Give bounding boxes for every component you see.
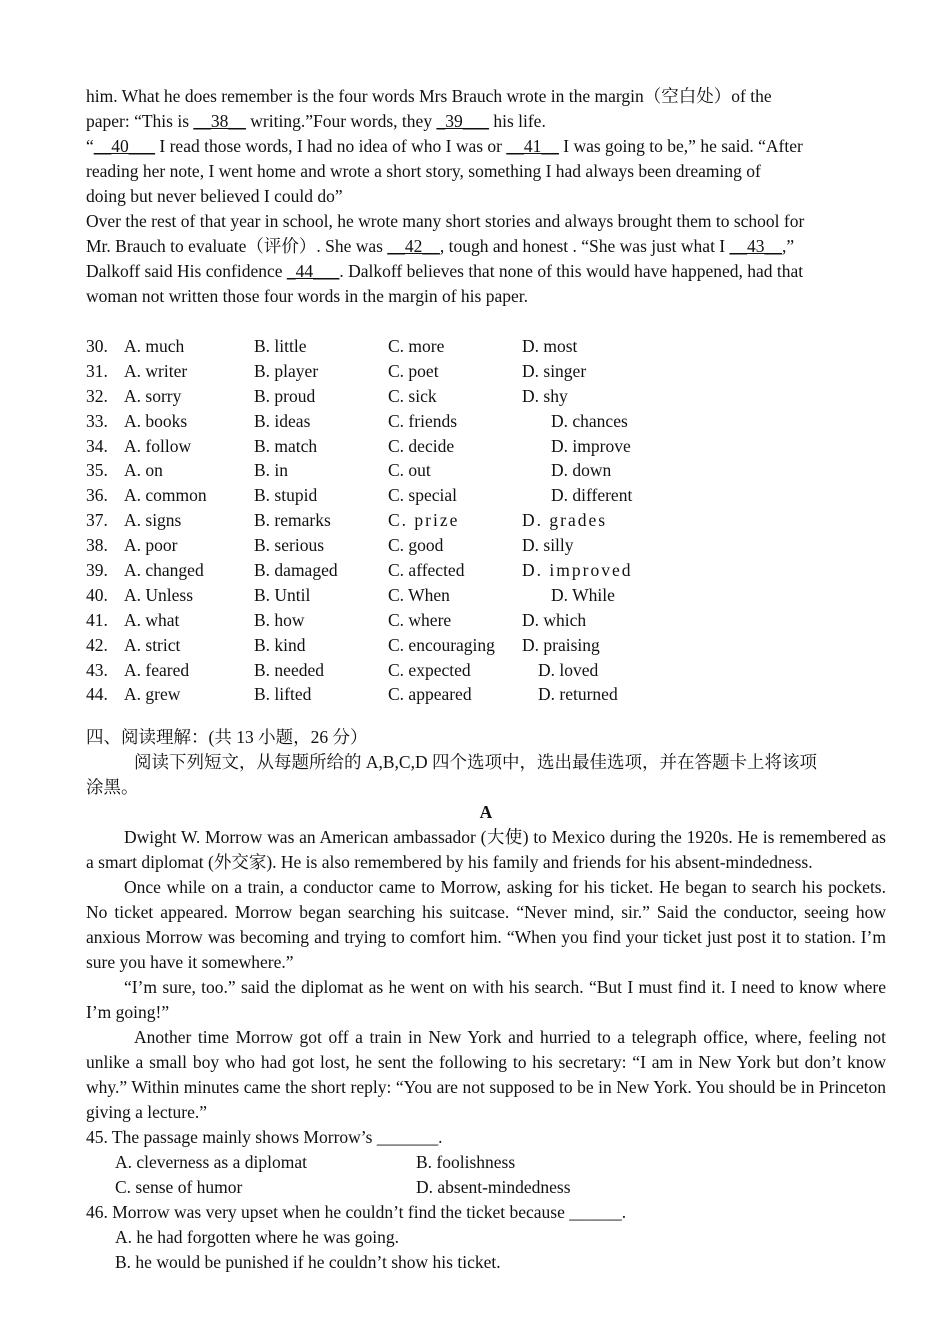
blank-41: __41__ [506,136,559,156]
cloze-options [86,334,886,707]
question-number: 38. [86,535,108,556]
question-45 [86,1125,886,1200]
section-title: 四、阅读理解：(共 13 小题，26 分） [86,727,368,748]
option-d[interactable]: D. improve [551,435,631,456]
option-a[interactable]: A. feared [124,659,190,680]
passage-line: Over the rest of that year in school, he wrote many short stories and always brought them to school for [86,211,805,231]
question-number: 30. [86,336,108,356]
passage-text: . Dalkoff believes that none of this would have happened, had that [339,261,804,281]
paragraph: “I’m sure, too.” said the diplomat as he went on with his search. “But I must find it. I need to know where I’m going!” [86,977,886,1023]
blank-43: __43__ [729,236,783,256]
option-a[interactable]: A. signs [124,510,182,531]
option-b[interactable]: B. player [254,360,319,381]
option-d[interactable]: D. praising [522,634,600,655]
option-a[interactable]: A. Unless [124,584,194,605]
option-d[interactable]: D. shy [522,385,568,406]
option-row [86,658,886,683]
passage-line: woman not written those four words in the margin of his paper. [86,286,528,306]
question-number: 31. [86,360,108,381]
option-row [86,608,886,633]
option-a[interactable]: A. cleverness as a diplomat [115,1152,307,1173]
passage-line [86,134,886,159]
option-c[interactable]: C. more [388,336,445,356]
question-number: 41. [86,609,108,630]
option-b[interactable]: B. he would be punished if he couldn’t show his ticket. [115,1252,501,1273]
option-a[interactable]: A. follow [124,435,192,456]
question-number: 37. [86,510,108,531]
passage-line [86,259,886,284]
option-d[interactable]: D. silly [522,535,574,556]
option-c[interactable]: C. encouraging [388,634,495,655]
option-row [86,483,886,508]
option-b[interactable]: B. lifted [254,684,312,705]
passage-text: “ [86,136,94,156]
option-c[interactable]: C. friends [388,410,458,431]
question-number: 39. [86,560,108,581]
option-row [86,384,886,409]
option-d[interactable]: D. loved [538,659,599,680]
passage-line [86,109,886,134]
option-c[interactable]: C. poet [388,360,439,381]
option-row [86,508,886,533]
blank-38: __38__ [193,111,246,131]
paragraph: Dwight W. Morrow was an American ambassador (大使) to Mexico during the 1920s. He is remembered as a smart diplomat (外交家). He is also remembered by his family and friends for his absent-mindedness. [86,827,886,873]
option-row [86,334,886,359]
option-b[interactable]: B. ideas [254,410,311,431]
option-a[interactable]: A. what [124,609,180,630]
passage-label: A [479,802,493,823]
answer-row [86,1175,886,1200]
passage-text: writing.”Four words, they [245,111,437,131]
option-a[interactable]: A. he had forgotten where he was going. [115,1227,399,1248]
option-row [86,533,886,558]
passage-text: I read those words, I had no idea of who I was or [155,136,507,156]
option-b[interactable]: B. stupid [254,485,318,506]
question-number: 36. [86,485,108,506]
option-row [86,583,886,608]
question-number: 34. [86,435,108,456]
option-b[interactable]: B. little [254,336,307,356]
passage-text: paper: “This is [86,111,194,131]
option-c[interactable]: C. out [388,460,431,481]
option-row [86,359,886,384]
option-b[interactable]: B. in [254,460,289,481]
option-c[interactable]: C. When [388,584,450,605]
option-c[interactable]: C. where [388,609,452,630]
option-b[interactable]: B. kind [254,634,306,655]
passage-text: ,” [782,236,795,256]
option-row [86,409,886,434]
question-stem: 45. The passage mainly shows Morrow’s _______. [86,1127,443,1148]
option-d[interactable]: D. While [551,584,615,605]
option-a[interactable]: A. sorry [124,385,182,406]
option-d[interactable]: D. which [522,609,587,630]
option-row [86,558,886,583]
option-row [86,633,886,658]
option-b[interactable]: B. remarks [254,510,331,531]
question-number: 35. [86,460,108,481]
option-a[interactable]: A. strict [124,634,181,655]
option-c[interactable]: C. decide [388,435,455,456]
passage-text: , tough and honest . “She was just what I [439,236,730,256]
paragraph: Another time Morrow got off a train in New York and hurried to a telegraph office, where, feeling not unlike a small boy who had got lost, he sent the following to his secretary: “I am in New York but don’t know why.” Within minutes came the short reply: “You are not supposed to be in New York. You should be in Princeton giving a lecture.” [86,1027,886,1123]
option-c[interactable]: C. appeared [388,684,472,705]
blank-42: __42__ [387,236,440,256]
option-a[interactable]: A. on [124,460,163,481]
option-a[interactable]: A. writer [124,360,188,381]
option-d[interactable]: D. returned [538,684,618,705]
option-b[interactable]: B. proud [254,385,316,406]
option-a[interactable]: A. common [124,485,207,506]
question-number: 44. [86,684,108,705]
option-d[interactable]: D. grades [522,510,608,531]
question-number: 33. [86,410,108,431]
option-row [86,434,886,459]
blank-44: _44___ [286,261,340,281]
option-b[interactable]: B. how [254,609,305,630]
instruction: 阅读下列短文，从每题所给的 A,B,C,D 四个选项中，选出最佳选项，并在答题卡上将该项 [134,752,817,773]
option-b[interactable]: B. serious [254,535,324,556]
option-c[interactable]: C. sick [388,385,437,406]
option-b[interactable]: B. damaged [254,560,338,581]
option-c[interactable]: C. good [388,535,444,556]
spacer [86,309,886,334]
option-c[interactable]: C. prize [388,510,460,531]
option-d[interactable]: D. singer [522,360,587,381]
passage-line [86,234,886,259]
option-row [86,458,886,483]
option-d[interactable]: D. down [551,460,612,481]
passage-text: Dalkoff said His confidence [86,261,287,281]
option-d[interactable]: D. improved [522,560,633,581]
option-c[interactable]: C. sense of humor [115,1177,243,1198]
answer-row [86,1150,886,1175]
question-number: 42. [86,634,108,655]
blank-39: _39___ [436,111,489,131]
option-b[interactable]: B. needed [254,659,324,680]
option-d[interactable]: D. different [551,485,633,506]
question-number: 43. [86,659,108,680]
question-number: 40. [86,584,108,605]
question-stem: 46. Morrow was very upset when he couldn’t find the ticket because ______. [86,1202,627,1223]
option-a[interactable]: A. poor [124,535,178,556]
passage-line: doing but never believed I could do” [86,186,343,206]
option-d[interactable]: D. absent-mindedness [416,1177,571,1198]
reading-section [86,725,886,1275]
option-row [86,682,886,707]
option-c[interactable]: C. expected [388,659,471,680]
cloze-passage [86,84,886,309]
passage-text: I was going to be,” he said. “After [558,136,803,156]
option-a[interactable]: A. books [124,410,188,431]
option-a[interactable]: A. changed [124,560,204,581]
passage-text: Mr. Brauch to evaluate（评价）. She was [86,236,388,256]
option-b[interactable]: B. match [254,435,318,456]
option-d[interactable]: D. most [522,336,578,356]
passage-line: reading her note, I went home and wrote a short story, something I had always been dreaming of [86,161,761,181]
question-number: 32. [86,385,108,406]
instruction: 涂黑。 [86,777,139,798]
question-46 [86,1200,886,1275]
option-c[interactable]: C. special [388,485,458,506]
exam-page [86,84,886,1275]
passage-line: him. What he does remember is the four words Mrs Brauch wrote in the margin（空白处）of the [86,86,772,106]
option-b[interactable]: B. Until [254,584,311,605]
option-c[interactable]: C. affected [388,560,465,581]
option-b[interactable]: B. foolishness [416,1152,516,1173]
paragraph: Once while on a train, a conductor came to Morrow, asking for his ticket. He began to search his pockets. No ticket appeared. Morrow began searching his suitcase. “Never mind, sir.” Said the conductor, seeing how anxious Morrow was becoming and trying to comfort him. “When you find your ticket just post it to station. I’m sure you have it somewhere.” [86,877,886,973]
passage-text: his life. [488,111,546,131]
option-a[interactable]: A. grew [124,684,181,705]
option-a[interactable]: A. much [124,336,185,356]
option-d[interactable]: D. chances [551,410,628,431]
blank-40: __40___ [93,136,156,156]
